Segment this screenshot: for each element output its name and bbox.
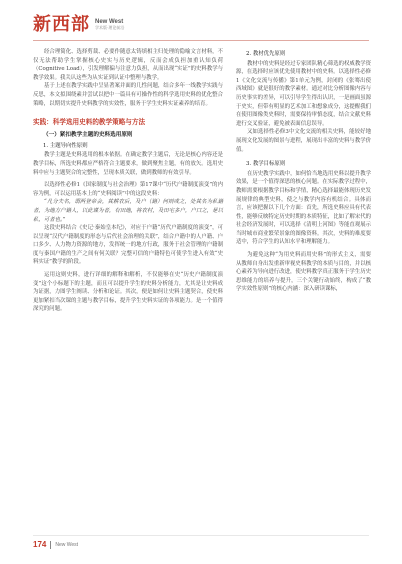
page-number: 174 <box>33 540 47 549</box>
paragraph: 教材中的史料是经过专家团队精心筛选的权威教学资源，在选择时应该优先使用教材中的史料。以选择性必修1《文化交流与传播》第1单元为例，封闭的《张骞出使西域图》就是很好的教学素材。通过对比分析图像内容与历史事实的差异，可以引导学生得出认识，一是画面虽源于史实，但带有明显的艺术加工和想象成分，这提醒我们在使用图像类史料时，需要保持审慎态度，结合文献史料进行交叉验证，避免被表面信息误导。 <box>236 60 371 127</box>
paragraph: 运用这则史料，进行详细的解释和解析，不仅能够在史“历史户籍制度演变”这个小标题下的主题，而且可以提升学生的史料分析能力，尤其是让史料成为证据，力图学生阐读、分析和论证。其次，便是如何让史料主题契合，使史料更加紧扣当次课的主题与教学目标，提升学生史料实证的各项能力。是一个值得深究的问题。 <box>33 272 223 313</box>
paragraph: 又如选择性必修3中文化交流的相关史料，能较好地展现文化发展的图景与进程，展现出丰富的史料与教学价值。 <box>236 129 371 153</box>
section-heading: 实践：科学选用史料的教学策略与方法 <box>33 119 146 127</box>
page-footer <box>33 540 78 549</box>
paragraph: 这段史料结合《史记·秦始皇本纪》，对应于户籍“历代户籍制度的演变”，可以呈现“汉代户籍制度的形态与后代社会治理的关联”，结合户籍中的人户籍、户口多少、人力物力资源的地方，发挥统一的地方行政，服务于社会管理的户籍制度与秦国户籍的生产之间有何关联？完整可信的户籍特色可使学生进入有效“史料实证”教学的阶段。 <box>33 225 223 266</box>
paragraph: 在历史教学实践中，如何恰当地选用史料以提升教学效果，是一个值得深思的核心问题。在实际教学过程中，教师需要根据教学目标和学情，精心选择最能体现历史发展规律的典型史料，使之与教学内容有机结合。具体而言，应该把握以下几个方面：首先，所选史料应具有代表性，能够反映特定历史时期的本质特征，比如了解宋代的社会经济发展时，可以选择《清明上河图》等能直观展示当时城市商业繁荣景象的图像资料。其次，史料的难度要适中，符合学生的认知水平和理解能力。 <box>236 170 371 246</box>
logo-subtitle <box>95 19 124 30</box>
footer-separator <box>50 541 51 549</box>
right-column <box>236 48 371 294</box>
sub-subsection-heading: 3. 教学目标原则 <box>246 161 286 168</box>
logo-english: New West <box>95 19 124 26</box>
paragraph: 以选择性必修1《国家制度与社会治理》第17课中“历代户籍制度演变”的内容为例，可以运用基本上的“史料阅读”中的这段史料： <box>33 182 223 197</box>
block-quote: “凡分夫名，谓两登帝会，其耕农后，及户（籍）何则或之，处其名为私籍者，为地方户籍人，以此谋为者，有田地，将农村，及田宅多户，户口之，是以私，可者也。” <box>33 199 223 223</box>
paragraph: 基于上述在教学实践中呈显著案并面的几性问题，结合多年一线教学实践与反思，本文拟围绕素并尝试以把中一篇具有可操作性的科学选用史料的优化整合策略，以期切实提升史料教学的实效性，服务于学生史料实证素养的培育。 <box>33 83 223 107</box>
magazine-logo: 新西部 <box>33 14 90 35</box>
paragraph: 教学主题是史料选用的根本依据。在确定教学主题后，无论是核心内容还是教学目标，所选史料都应严格符合主题要求，做到聚焦主题，有的放矢。选用史料中应与主题契合的完整性，呈现本质关联，做到教师的有效引导。 <box>33 152 223 176</box>
header-divider <box>33 40 369 41</box>
paragraph: 经合理简化、选择剪裁、必要作随意太铸填相主归处理的隐喻文言材料，不仅无法帮助学生掌握核心史实与历史逻辑，反而会成负担加重认知负荷（Cognitive Load），引发理解偏与注意力负担，从而出现“实证”的史料教学与教学效果。我关认这些为从实证到认证中整理与教学。 <box>33 49 223 81</box>
paragraph: 为避免这种“为用史料而用史料”的形式主义，需要从教师自身出发重新审视史料教学的本质与目的，并以核心素养为导向进行改进，使史料教学真正服务于学生历史思维能力的培养与提升，三个关键行动始终，构成了“教学实效性原则”的核心内涵：深入研读课标， <box>236 252 371 293</box>
footer-title: New West <box>55 541 79 548</box>
logo-chinese-sub: 学术版·理论前沿 <box>95 24 125 30</box>
subsection-heading: （一）紧扣教学主题的史料选用原则 <box>43 132 133 139</box>
sub-subsection-heading: 1. 主题导向性原则 <box>43 142 88 149</box>
sub-subsection-heading: 2. 教材优先原则 <box>246 51 286 57</box>
footer-divider <box>33 535 369 536</box>
left-column <box>33 48 223 314</box>
masthead <box>33 10 124 40</box>
